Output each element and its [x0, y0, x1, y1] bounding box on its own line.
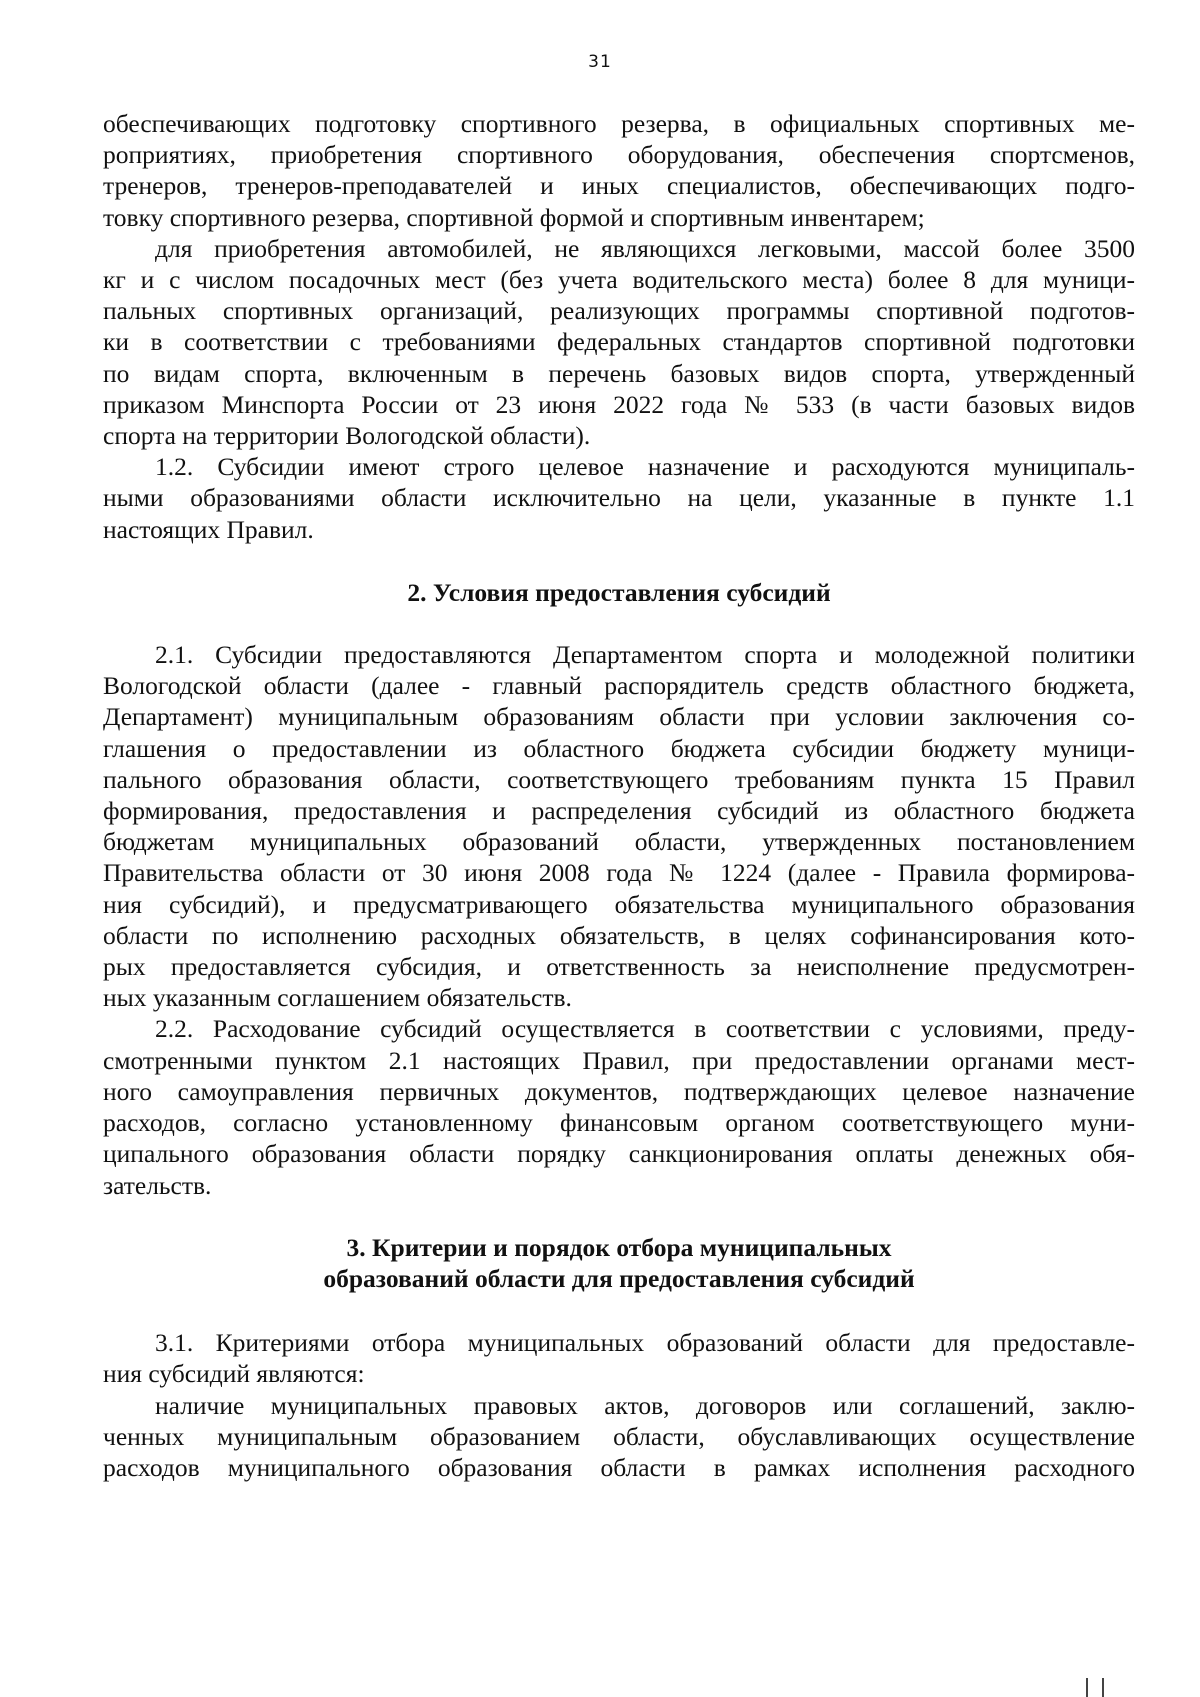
- text-line: наличие муниципальных правовых актов, договоров или соглашений, заклю-: [155, 1390, 1135, 1420]
- page-number: 31: [588, 52, 612, 72]
- text-line: области по исполнению расходных обязательств, в целях софинансирования кото-: [103, 920, 1135, 950]
- text-line: расходов муниципального образования области в рамках исполнения расходного: [103, 1452, 1135, 1482]
- text-line: ных указанным соглашением обязательств.: [103, 983, 572, 1013]
- text-line: 2.1. Субсидии предоставляются Департаментом спорта и молодежной политики: [155, 640, 1135, 670]
- paragraph-criteria: [103, 1390, 1135, 1484]
- text-line: ния субсидий), и предусматривающего обязательства муниципального образования: [103, 889, 1135, 919]
- text-line: ченных муниципальным образованием области, обуславливающих осуществление: [103, 1421, 1135, 1451]
- document-body: [103, 108, 1135, 1483]
- text-line: бюджетам муниципальных образований области, утвержденных постановлением: [103, 827, 1135, 857]
- text-line: формирования, предоставления и распределения субсидий из областного бюджета: [103, 796, 1135, 826]
- text-line: для приобретения автомобилей, не являющихся легковыми, массой более 3500: [155, 233, 1135, 263]
- text-line: ния субсидий являются:: [103, 1359, 365, 1389]
- text-line: кг и с числом посадочных мест (без учета водительского места) более 8 для муници-: [103, 265, 1135, 295]
- text-line: 2.2. Расходование субсидий осуществляется в соответствии с условиями, преду-: [155, 1014, 1135, 1044]
- text-line: смотренными пунктом 2.1 настоящих Правил, при предоставлении органами мест-: [103, 1045, 1135, 1075]
- text-line: ципального образования области порядку санкционирования оплаты денежных обя-: [103, 1139, 1135, 1169]
- text-line: зательств.: [103, 1170, 212, 1200]
- section-heading-3: [103, 1232, 1135, 1294]
- text-line: Департамент) муниципальным образованиям области при условии заключения со-: [103, 702, 1135, 732]
- text-line: спорта на территории Вологодской области).: [103, 421, 591, 451]
- section-heading-3-line: образований области для предоставления субсидий: [323, 1263, 915, 1293]
- text-line: пальных спортивных организаций, реализующих программы спортивной подготов-: [103, 296, 1135, 326]
- text-line: ного самоуправления первичных документов, подтверждающих целевое назначение: [103, 1076, 1135, 1106]
- paragraph-2-2: [103, 1013, 1135, 1200]
- paragraph-3-1: [103, 1327, 1135, 1389]
- paragraph-1-2: [103, 451, 1135, 545]
- scan-edge-mark: [1086, 1678, 1104, 1697]
- paragraph-2-1: [103, 639, 1135, 1013]
- text-line: пального образования области, соответствующего требованиям пункта 15 Правил: [103, 764, 1135, 794]
- text-line: расходов, согласно установленному финансовым органом соответствующего муни-: [103, 1108, 1135, 1138]
- paragraph-continuation: [103, 108, 1135, 233]
- text-line: тренеров, тренеров-преподавателей и иных специалистов, обеспечивающих подго-: [103, 171, 1135, 201]
- text-line: ки в соответствии с требованиями федеральных стандартов спортивной подготовки: [103, 327, 1135, 357]
- text-line: Правительства области от 30 июня 2008 года № 1224 (далее - Правила формирова-: [103, 858, 1135, 888]
- text-line: Вологодской области (далее - главный распорядитель средств областного бюджета,: [103, 671, 1135, 701]
- text-line: приказом Минспорта России от 23 июня 2022 года № 533 (в части базовых видов: [103, 389, 1135, 419]
- text-line: рых предоставляется субсидия, и ответственность за неисполнение предусмотрен-: [103, 952, 1135, 982]
- text-line: 3.1. Критериями отбора муниципальных образований области для предоставле-: [155, 1328, 1135, 1358]
- text-line: ными образованиями области исключительно на цели, указанные в пункте 1.1: [103, 483, 1135, 513]
- text-line: по видам спорта, включенным в перечень базовых видов спорта, утвержденный: [103, 358, 1135, 388]
- section-heading-2: 2. Условия предоставления субсидий: [407, 577, 831, 607]
- text-line: 1.2. Субсидии имеют строго целевое назначение и расходуются муниципаль-: [155, 452, 1135, 482]
- text-line: глашения о предоставлении из областного бюджета субсидии бюджету муници-: [103, 733, 1135, 763]
- text-line: товку спортивного резерва, спортивной формой и спортивным инвентарем;: [103, 202, 925, 232]
- text-line: роприятиях, приобретения спортивного оборудования, обеспечения спортсменов,: [103, 140, 1135, 170]
- section-heading-3-line: 3. Критерии и порядок отбора муниципальных: [346, 1232, 892, 1262]
- paragraph-vehicles: [103, 233, 1135, 451]
- text-line: настоящих Правил.: [103, 514, 314, 544]
- text-line: обеспечивающих подготовку спортивного резерва, в официальных спортивных ме-: [103, 109, 1135, 138]
